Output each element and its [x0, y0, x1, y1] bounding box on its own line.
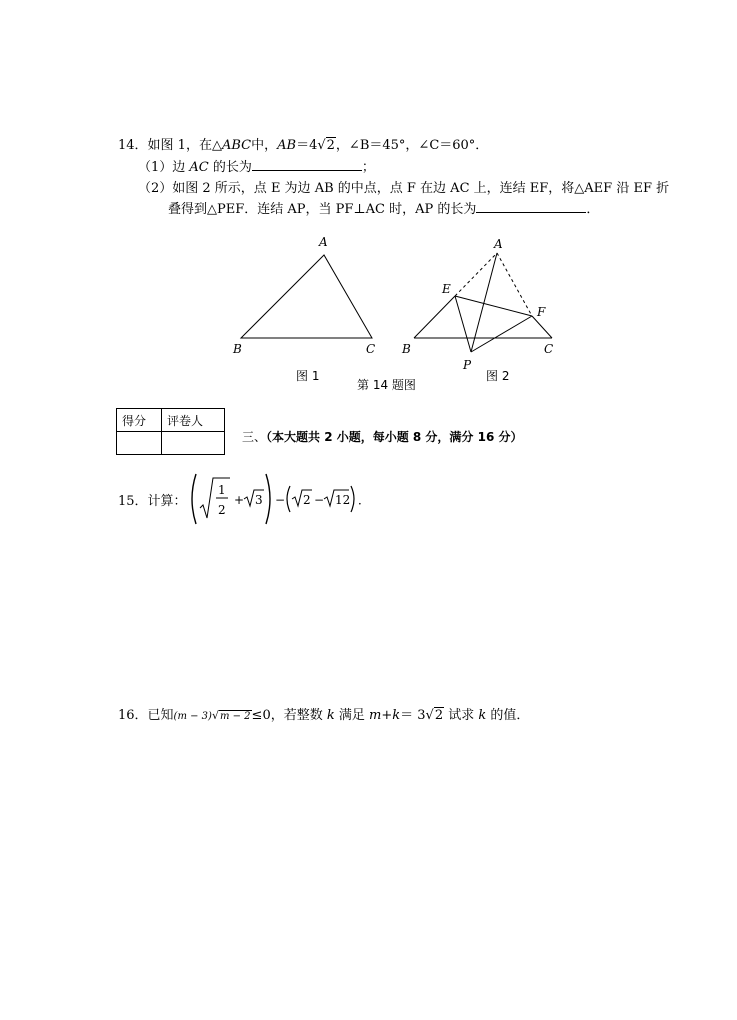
q16-sqrt-sign: √	[211, 709, 219, 722]
q14-intro-a: 如图 1，在△	[147, 138, 222, 153]
q14-part2-end: ．	[586, 202, 600, 217]
q14-part1-prefix: （1）边	[138, 160, 190, 175]
fig2-label-e: E	[442, 282, 451, 296]
q16-tail: 试求	[444, 708, 479, 723]
fig1-caption: 图 1	[296, 369, 320, 383]
grader-cell[interactable]	[162, 432, 225, 455]
fig2-segment-ef	[455, 296, 532, 316]
q15-right-paren-2	[351, 486, 354, 512]
section3-prefix: 三、	[242, 430, 267, 444]
grader-header: 评卷人	[162, 409, 225, 432]
fig2-caption: 图 2	[486, 369, 510, 383]
q14-part2-line1: （2）如图 2 所示，点 E 为边 AB 的中点，点 F 在边 AC 上，连结 EF，将△AEF 沿 EF 折	[138, 181, 670, 196]
fig2-segment-ep	[455, 296, 471, 352]
q15-label: 15．计算：	[118, 494, 187, 509]
q15-sqrt3: 3	[255, 493, 263, 507]
q14-number: 14．	[118, 138, 148, 153]
q15-sqrt2: 2	[303, 493, 311, 507]
q14-intro-b: 中，	[251, 138, 278, 153]
q14-eq1: ＝4	[296, 138, 318, 153]
q15-expression	[186, 470, 371, 528]
figure-group-caption: 第 14 题图	[357, 378, 416, 392]
q16-sqrt2: 2	[434, 708, 444, 723]
q16-leq0: ≤0，若整数	[251, 708, 327, 723]
fig1-triangle-abc	[241, 255, 372, 338]
q15-sqrt12: 12	[335, 493, 351, 507]
q14-part1-ac: AC	[189, 160, 209, 175]
figure-1-triangle	[232, 235, 375, 356]
q16-sqrt2-sign: √	[425, 708, 434, 723]
q14-part2-text: 叠得到△PEF．连结 AP，当 PF⊥AC 时，AP 的长为	[168, 202, 477, 217]
score-table	[116, 408, 225, 455]
score-cell[interactable]	[117, 432, 162, 455]
q14-triangle-abc: ABC	[221, 138, 252, 153]
fig2-dashed-af	[497, 253, 532, 316]
fig2-label-b: B	[402, 342, 411, 356]
q15-right-paren	[266, 474, 270, 524]
q15-frac-den: 2	[218, 503, 226, 517]
q14-angle-c: ∠C＝60°．	[418, 138, 489, 153]
q16-line	[118, 704, 529, 723]
q15-left-paren-2	[287, 486, 290, 512]
fig2-segment-pf	[471, 316, 532, 352]
fig2-label-a: A	[494, 237, 503, 251]
fig2-side-be	[414, 296, 455, 338]
q15-plus: +	[234, 493, 245, 507]
q16-expr-sqrt: m − 2	[219, 711, 251, 722]
q15-inner-minus: −	[314, 493, 325, 507]
q14-ab: AB	[277, 138, 297, 153]
fig2-label-c: C	[544, 342, 554, 356]
figure-14	[0, 0, 737, 400]
q16-eq: ＝ 3	[400, 708, 426, 723]
q15-minus: −	[275, 493, 286, 507]
fig2-segment-ap	[471, 253, 497, 352]
q14-sqrt-sign: √	[317, 138, 326, 153]
fig2-label-f: F	[537, 305, 546, 319]
score-header: 得分	[117, 409, 162, 432]
q14-sqrt2: 2	[326, 138, 335, 153]
q14-part1-suffix: 的长为	[208, 160, 252, 175]
q16-k1: k	[326, 708, 335, 723]
q15-frac-num: 1	[218, 483, 226, 497]
q16-mk: m+k	[369, 708, 401, 723]
fig2-label-p: P	[463, 358, 472, 372]
q16-expr-a: (m − 3)	[173, 711, 212, 722]
section3-title: （本大题共 2 小题，每小题 8 分，满分 16 分）	[266, 430, 523, 444]
q15-left-paren	[192, 474, 196, 524]
fig2-dashed-ea	[455, 253, 497, 296]
fig1-label-a: A	[319, 235, 328, 249]
section3-heading	[242, 428, 522, 445]
q14-part1-end: ；	[361, 160, 375, 175]
fig1-label-c: C	[366, 342, 376, 356]
fig2-side-fc	[532, 316, 552, 338]
q14-angle-b: ，∠B＝45°，	[335, 138, 419, 153]
fig1-label-b: B	[233, 342, 242, 356]
q16-number: 16．已知	[118, 708, 174, 723]
figure-2-triangle	[401, 237, 553, 372]
q16-k2: k	[478, 708, 487, 723]
q15-end: ．	[358, 493, 371, 507]
q16-mid: 满足	[334, 708, 369, 723]
q16-end: 的值．	[486, 708, 530, 723]
